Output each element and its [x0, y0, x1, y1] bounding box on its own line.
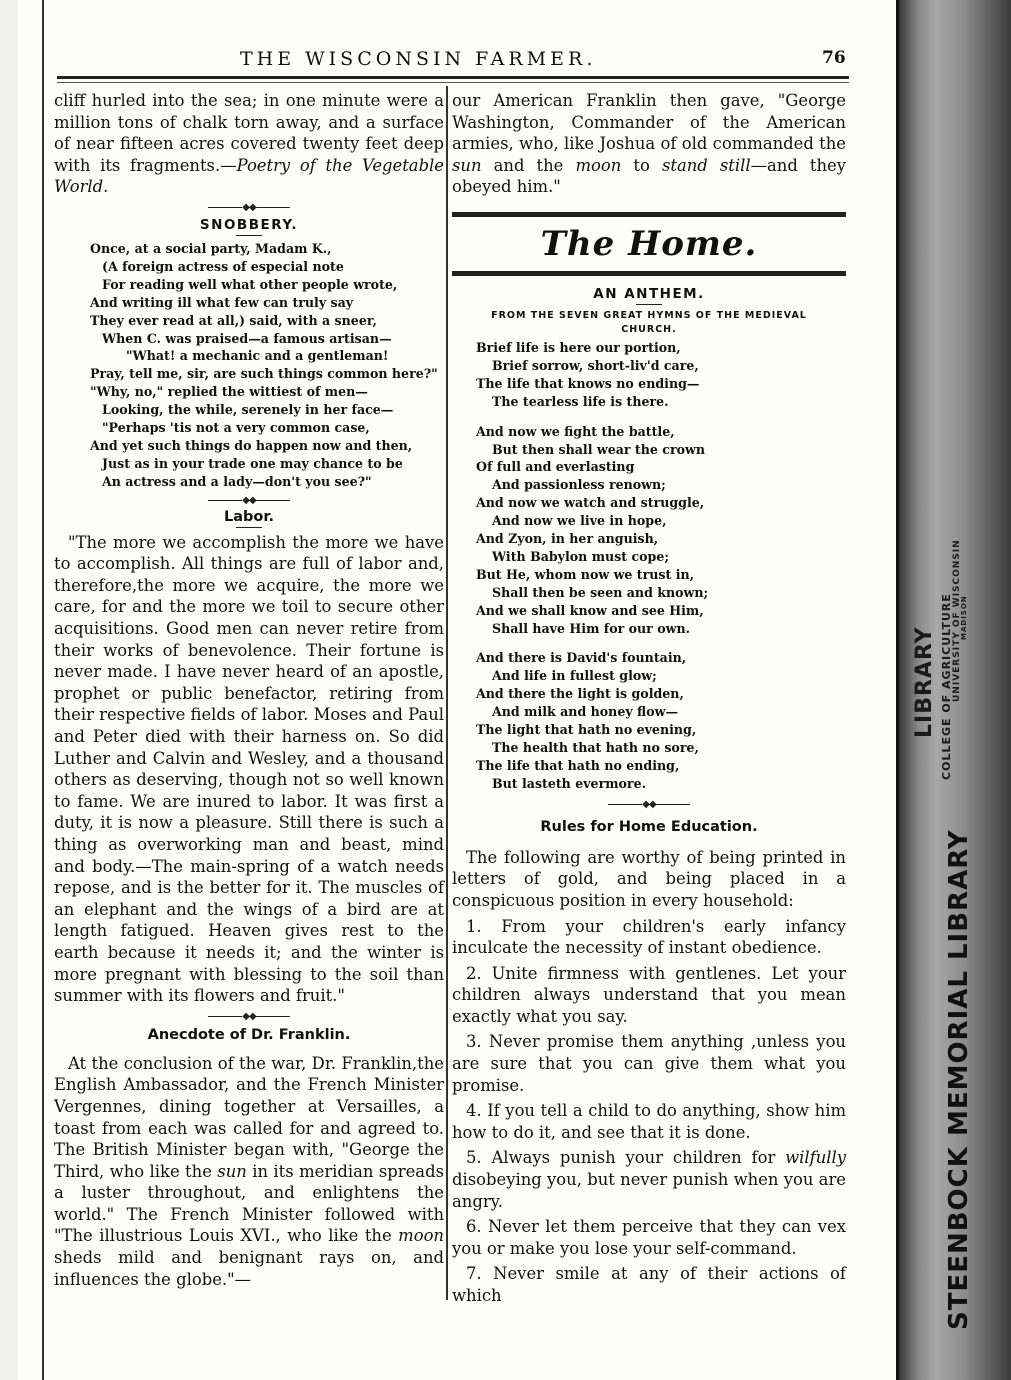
poem-line: But lasteth evermore. — [492, 775, 646, 791]
poem-line: "Perhaps 'tis not a very common case, — [102, 420, 370, 436]
poem-line: And Zyon, in her anguish, — [476, 531, 659, 547]
rule-item: 7. Never smile at any of their actions of which — [452, 1264, 846, 1305]
page-header-title: THE WISCONSIN FARMER. — [240, 48, 597, 70]
poem-line: Brief life is here our portion, — [476, 339, 681, 355]
poem-line: The tearless life is there. — [492, 393, 669, 409]
snobbery-poem — [54, 240, 444, 491]
intro-citation: —Poetry of the Vegetable World. — [54, 155, 445, 197]
university-stamp: UNIVERSITY OF WISCONSIN — [952, 539, 962, 702]
poem-line: But He, whom now we trust in, — [476, 566, 695, 582]
poem-line: And milk and honey flow— — [492, 704, 679, 720]
title-rule — [636, 304, 662, 305]
title-rule — [236, 235, 262, 236]
poem-line: (A foreign actress of especial note — [102, 258, 344, 274]
poem-line: But then shall wear the crown — [492, 441, 705, 457]
labor-paragraph: "The more we accomplish the more we have to accomplish. All things are full of labor and, therefore,the more we acquire, the more we care, for and the more we toil to secure other acquisitions. Good men can never retire from their works of benevolence. Their fortune is never made. I have never heard of an apostle, prophet or public benefactor, retiring from their respective fields of labor. Moses and Paul and Peter died with their harness on. So did Luther and Calvin and Wesley, and a thousand others as deserving, though not so well known to fame. We are inured to labor. It was first a duty, it is now a pleasure. Still there is such a thing as overworking man and beast, mind and body.—The main-spring of a watch needs repose, and is the better for it. The muscles of an elephant and the wings of a bird are at length fatigued. Heaven gives rest to the earth because it needs it; and the winter is more pregnant with blessing to the soil than summer with its flowers and fruit." — [54, 532, 444, 1006]
header-rule-thin — [57, 82, 849, 83]
poem-line: The health that hath no sore, — [492, 740, 699, 755]
poem-line: Brief sorrow, short-liv'd care, — [492, 357, 699, 373]
poem-line: Just as in your trade one may chance to be — [102, 455, 403, 471]
franklin-title: Anecdote of Dr. Franklin. — [147, 1026, 351, 1043]
ornament-divider: ◆◆ — [54, 202, 444, 214]
poem-line: With Babylon must cope; — [492, 548, 670, 564]
rules-title: Rules for Home Education. — [540, 818, 758, 835]
poem-line: For reading well what other people wrote, — [102, 276, 398, 292]
right-column — [452, 90, 846, 1307]
poem-line: They ever read at all,) said, with a sneer, — [90, 312, 377, 328]
poem-line: Pray, tell me, sir, are such things common here?" — [90, 366, 438, 382]
poem-line: And yet such things do happen now and then, — [90, 437, 413, 453]
labor-title: Labor. — [224, 508, 274, 525]
poem-line: And passionless renown; — [492, 477, 666, 493]
poem-line: And now we fight the battle, — [476, 423, 675, 439]
library-stamp: LIBRARY — [912, 626, 937, 738]
left-column — [54, 90, 444, 1290]
anthem-title: AN ANTHEM. — [593, 285, 705, 302]
rule-item: 6. Never let them perceive that they can vex you or make you lose your self-command. — [452, 1217, 846, 1258]
title-rule — [236, 527, 262, 528]
poem-line: And now we watch and struggle, — [476, 495, 705, 511]
gutter-line — [42, 0, 44, 1380]
ornament-divider: ◆◆ — [452, 799, 846, 811]
rule-item: 5. Always punish your children for wilfully disobeying you, but never punish when you are angry. — [452, 1148, 846, 1211]
poem-line: And we shall know and see Him, — [476, 602, 704, 618]
poem-line: The life that hath no ending, — [476, 757, 680, 773]
poem-line: And there is David's fountain, — [476, 650, 687, 666]
binding-edge — [896, 0, 899, 1380]
rule-item: 2. Unite firmness with gentlenes. Let your children always understand that you mean exactly what you say. — [452, 963, 846, 1026]
ornament-divider: ◆◆ — [54, 495, 444, 507]
college-stamp: COLLEGE OF AGRICULTURE — [940, 593, 953, 780]
poem-line: And writing ill what few can truly say — [90, 294, 354, 310]
home-section-title: The Home. — [540, 223, 758, 264]
poem-line: An actress and a lady—don't you see?" — [102, 473, 372, 489]
poem-line: Looking, the while, serenely in her face— — [102, 402, 394, 418]
section-double-rule — [452, 212, 846, 217]
ornament-divider: ◆◆ — [54, 1011, 444, 1023]
snobbery-title: SNOBBERY. — [199, 216, 299, 233]
poem-line: Shall have Him for our own. — [492, 620, 690, 636]
column-divider — [446, 86, 448, 1300]
page-edge — [0, 0, 18, 1380]
anthem-poem — [452, 339, 846, 793]
poem-line: Once, at a social party, Madam K., — [90, 240, 332, 256]
header-rule — [57, 76, 849, 79]
poem-line: And life in fullest glow; — [492, 668, 657, 684]
franklin-continued: our American Franklin then gave, "George Washington, Commander of the American armies, who, like Joshua of old commanded the sun and the moon to stand still—and they obeyed him." — [452, 91, 846, 197]
page-number: 76 — [822, 48, 846, 68]
poem-line: When C. was praised—a famous artisan— — [102, 330, 392, 346]
madison-stamp: MADISON — [960, 595, 968, 640]
poem-line: "Why, no," replied the wittiest of men— — [90, 384, 368, 400]
rule-item: 4. If you tell a child to do anything, show him how to do it, and see that it is done. — [452, 1101, 846, 1142]
poem-line: Of full and everlasting — [476, 459, 635, 475]
poem-line: And now we live in hope, — [492, 513, 667, 529]
franklin-paragraph: At the conclusion of the war, Dr. Franklin,the English Ambassador, and the French Minister Vergennes, dining together at Versailles, a toast from each was called for and agreed to. The British Minister began with, "George the Third, who like the sun in its meridian spreads a luster throughout, and enlightens the world." The French Minister followed with "The illustrious Louis XVI., who like the moon sheds mild and benignant rays on, and influences the globe."— — [54, 1053, 444, 1289]
poem-line: Shall then be seen and known; — [492, 584, 709, 600]
intro-paragraph: cliff hurled into the sea; in one minute were a million tons of chalk torn away, and a surface of near fifteen acres covered twenty feet deep with its fragments.—Poetry of the Vegetable World. — [54, 91, 445, 197]
section-double-rule — [452, 271, 846, 276]
poem-line: And there the light is golden, — [476, 686, 684, 702]
rule-item: 1. From your children's early infancy inculcate the necessity of instant obedience. — [452, 916, 846, 958]
poem-line: "What! a mechanic and a gentleman! — [126, 348, 389, 364]
poem-line: The life that knows no ending— — [476, 375, 700, 391]
rules-intro: The following are worthy of being printed in letters of gold, and being placed in a conspicuous position in every household: — [452, 847, 846, 910]
rule-item: 3. Never promise them anything ,unless you are sure that you can give them what you promise. — [452, 1032, 846, 1095]
poem-line: The light that hath no evening, — [476, 722, 697, 738]
anthem-subtitle: FROM THE SEVEN GREAT HYMNS OF THE MEDIEVAL CHURCH. — [491, 309, 807, 335]
memorial-library-label: STEENBOCK MEMORIAL LIBRARY — [944, 829, 974, 1330]
